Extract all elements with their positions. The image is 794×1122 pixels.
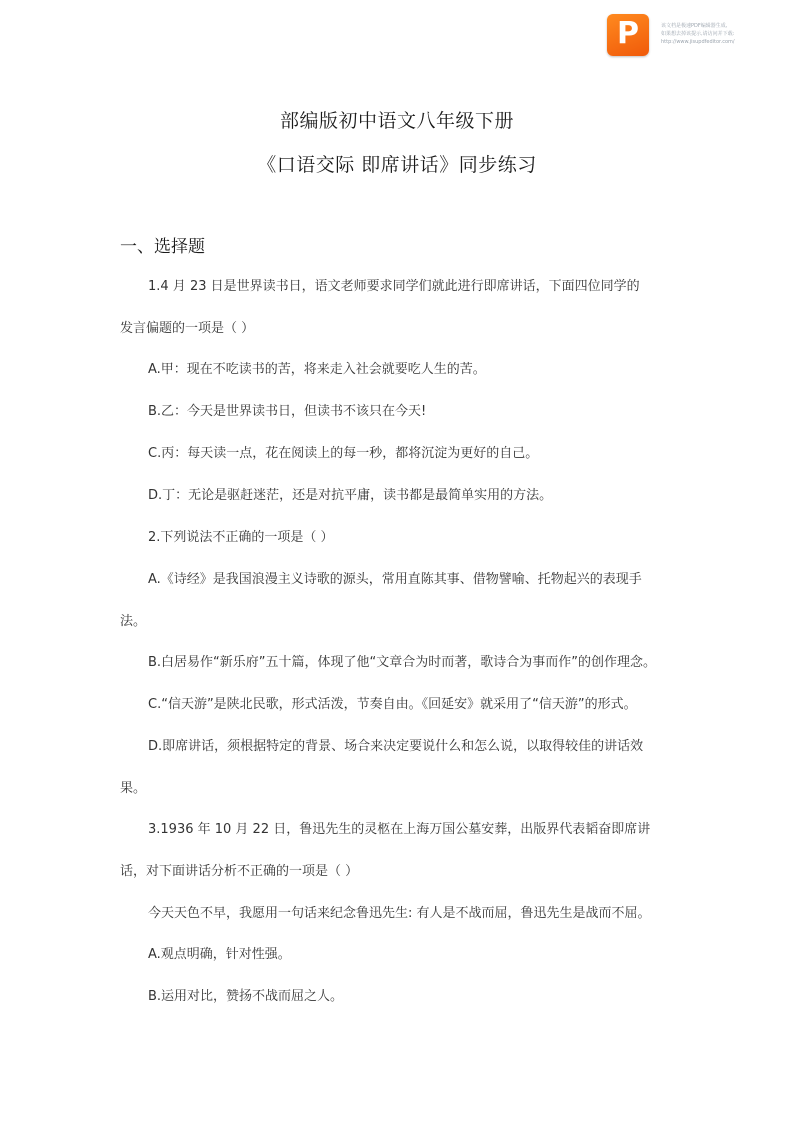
q3-stem-line-2: 话，对下面讲话分析不正确的一项是（ ） [120,864,359,879]
q1-stem-line-2: 发言偏题的一项是（ ） [120,321,255,336]
q1-option-c: C.丙：每天读一点，花在阅读上的每一秒，都将沉淀为更好的自己。 [148,446,539,461]
q3-stem-line-1: 3.1936 年 10 月 22 日，鲁迅先生的灵柩在上海万国公墓安葬，出版界代表韬奋即席讲 [148,822,651,837]
q1-option-a: A.甲：现在不吃读书的苦，将来走入社会就要吃人生的苦。 [148,362,486,377]
q3-option-b: B.运用对比，赞扬不战而屈之人。 [148,989,344,1004]
q2-option-b: B.白居易作“新乐府”五十篇，体现了他“文章合为时而著，歌诗合为事而作”的创作理念。 [148,655,656,670]
pdf-editor-logo [607,14,649,56]
q2-option-d-line-2: 果。 [120,781,147,796]
watermark-line-1: 该文档是极速PDF编辑器生成, [661,23,728,29]
q2-stem: 2.下列说法不正确的一项是（ ） [148,530,334,545]
q1-stem-line-1: 1.4 月 23 日是世界读书日，语文老师要求同学们就此进行即席讲话，下面四位同学的 [148,279,640,294]
q3-option-a: A.观点明确，针对性强。 [148,947,291,962]
q2-option-a-line-2: 法。 [120,614,147,629]
watermark-line-2: 如果想去掉该提示,请访问并下载: [661,31,735,37]
logo-letter: P [617,16,639,51]
document-subtitle: 《口语交际 即席讲话》同步练习 [257,154,537,176]
q2-option-c: C.“信天游”是陕北民歌，形式活泼，节奏自由。《回延安》就采用了“信天游”的形式。 [148,697,637,712]
q3-quote: 今天天色不早，我愿用一句话来纪念鲁迅先生: 有人是不战而屈，鲁迅先生是战而不屈。 [148,906,651,921]
watermark-line-3: http://www.jisupdfeditor.com/ [661,39,735,45]
watermark-notice [661,22,791,46]
q1-option-d: D.丁：无论是驱赶迷茫，还是对抗平庸，读书都是最简单实用的方法。 [148,488,553,503]
q1-option-b: B.乙：今天是世界读书日，但读书不该只在今天! [148,404,427,419]
document-title: 部编版初中语文八年级下册 [279,110,514,132]
q2-option-d-line-1: D.即席讲话，须根据特定的背景、场合来决定要说什么和怎么说，以取得较佳的讲话效 [148,739,644,754]
q2-option-a-line-1: A.《诗经》是我国浪漫主义诗歌的源头，常用直陈其事、借物譬喻、托物起兴的表现手 [148,572,642,587]
section-heading: 一、选择题 [120,237,205,257]
